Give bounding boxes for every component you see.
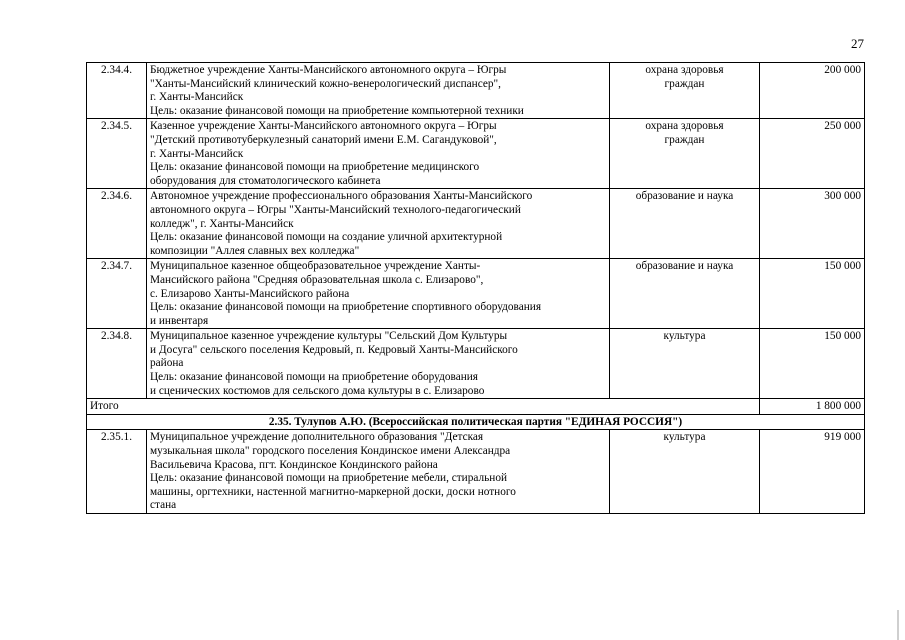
funding-sphere (610, 63, 760, 119)
funding-sphere (610, 119, 760, 189)
description-line: Муниципальное казенное учреждение культуры "Сельский Дом Культуры (150, 330, 508, 343)
description-line: композиции "Аллея славных вех колледжа" (150, 244, 360, 257)
description-line: "Ханты-Мансийский клинический кожно-венерологический диспансер", (150, 77, 501, 90)
funding-sphere (610, 430, 760, 514)
recipient-description (147, 329, 610, 399)
sphere-line: образование и наука (635, 260, 734, 273)
section-title: 2.35. Тулупов А.Ю. (Всероссийская политическая партия "ЕДИНАЯ РОССИЯ") (87, 414, 865, 430)
description-line: Автономное учреждение профессионального образования Ханты-Мансийского (150, 190, 533, 203)
description-line: "Детский противотуберкулезный санаторий имени Е.М. Сагандуковой", (150, 133, 497, 146)
table-row (87, 329, 865, 399)
section-header-row (87, 414, 865, 430)
total-amount: 1 800 000 (760, 399, 865, 415)
funding-amount: 150 000 (760, 329, 865, 399)
description-line: и сценических костюмов для сельского дома культуры в с. Елизарово (150, 384, 485, 397)
description-line: автономного округа – Югры "Ханты-Мансийский технолого-педагогический (150, 203, 521, 216)
description-line: Цель: оказание финансовой помощи на приобретение спортивного оборудования (150, 301, 542, 314)
total-label: Итого (87, 399, 760, 415)
description-line: г. Ханты-Мансийск (150, 91, 244, 104)
sphere-line: охрана здоровья (645, 120, 724, 133)
description-line: стана (150, 499, 177, 512)
description-line: с. Елизарово Ханты-Мансийского района (150, 287, 350, 300)
sphere-line: культура (663, 431, 706, 444)
row-number: 2.34.8. (87, 329, 147, 399)
funding-table (86, 62, 865, 514)
description-line: Мансийского района "Средняя образовательная школа с. Елизарово", (150, 273, 484, 286)
description-line: района (150, 357, 184, 370)
sphere-line: культура (663, 330, 706, 343)
description-line: Цель: оказание финансовой помощи на приобретение мебели, стиральной (150, 472, 508, 485)
recipient-description (147, 119, 610, 189)
funding-sphere (610, 259, 760, 329)
row-number: 2.34.6. (87, 189, 147, 259)
table-row (87, 259, 865, 329)
table-row (87, 63, 865, 119)
funding-sphere (610, 329, 760, 399)
row-number: 2.34.5. (87, 119, 147, 189)
description-line: Цель: оказание финансовой помощи на приобретение медицинского (150, 161, 480, 174)
description-line: оборудования для стоматологического кабинета (150, 174, 381, 187)
funding-amount: 919 000 (760, 430, 865, 514)
description-line: и Досуга" сельского поселения Кедровый, п. Кедровый Ханты-Мансийского (150, 343, 518, 356)
description-line: Муниципальное учреждение дополнительного образования "Детская (150, 431, 484, 444)
table-row (87, 189, 865, 259)
total-row (87, 399, 865, 415)
row-number: 2.34.7. (87, 259, 147, 329)
page-number: 27 (851, 36, 864, 51)
sphere-line: охрана здоровья (645, 64, 724, 76)
recipient-description (147, 189, 610, 259)
description-line: Бюджетное учреждение Ханты-Мансийского автономного округа – Югры (150, 64, 507, 76)
table-row (87, 430, 865, 514)
description-line: и инвентаря (150, 314, 209, 327)
funding-sphere (610, 189, 760, 259)
sphere-line: граждан (664, 77, 705, 90)
description-line: Цель: оказание финансовой помощи на приобретение оборудования (150, 371, 478, 384)
description-line: Казенное учреждение Ханты-Мансийского автономного округа – Югры (150, 120, 497, 133)
row-number: 2.34.4. (87, 63, 147, 119)
table-row (87, 119, 865, 189)
description-line: Муниципальное казенное общеобразовательное учреждение Ханты- (150, 260, 481, 273)
description-line: музыкальная школа" городского поселения Кондинское имени Александра (150, 445, 511, 458)
funding-amount: 150 000 (760, 259, 865, 329)
description-line: Цель: оказание финансовой помощи на создание уличной архитектурной (150, 231, 503, 244)
recipient-description (147, 63, 610, 119)
funding-amount: 300 000 (760, 189, 865, 259)
sphere-line: образование и наука (635, 190, 734, 203)
funding-amount: 200 000 (760, 63, 865, 119)
sphere-line: граждан (664, 133, 705, 146)
description-line: г. Ханты-Мансийск (150, 147, 244, 160)
description-line: машины, оргтехники, настенной магнитно-маркерной доски, доски нотного (150, 485, 516, 498)
scan-edge-mark (897, 610, 899, 640)
description-line: Васильевича Красова, пгт. Кондинское Кондинского района (150, 458, 438, 471)
row-number: 2.35.1. (87, 430, 147, 514)
description-line: Цель: оказание финансовой помощи на приобретение компьютерной техники (150, 104, 524, 117)
recipient-description (147, 259, 610, 329)
recipient-description (147, 430, 610, 514)
funding-amount: 250 000 (760, 119, 865, 189)
description-line: колледж", г. Ханты-Мансийск (150, 217, 294, 230)
